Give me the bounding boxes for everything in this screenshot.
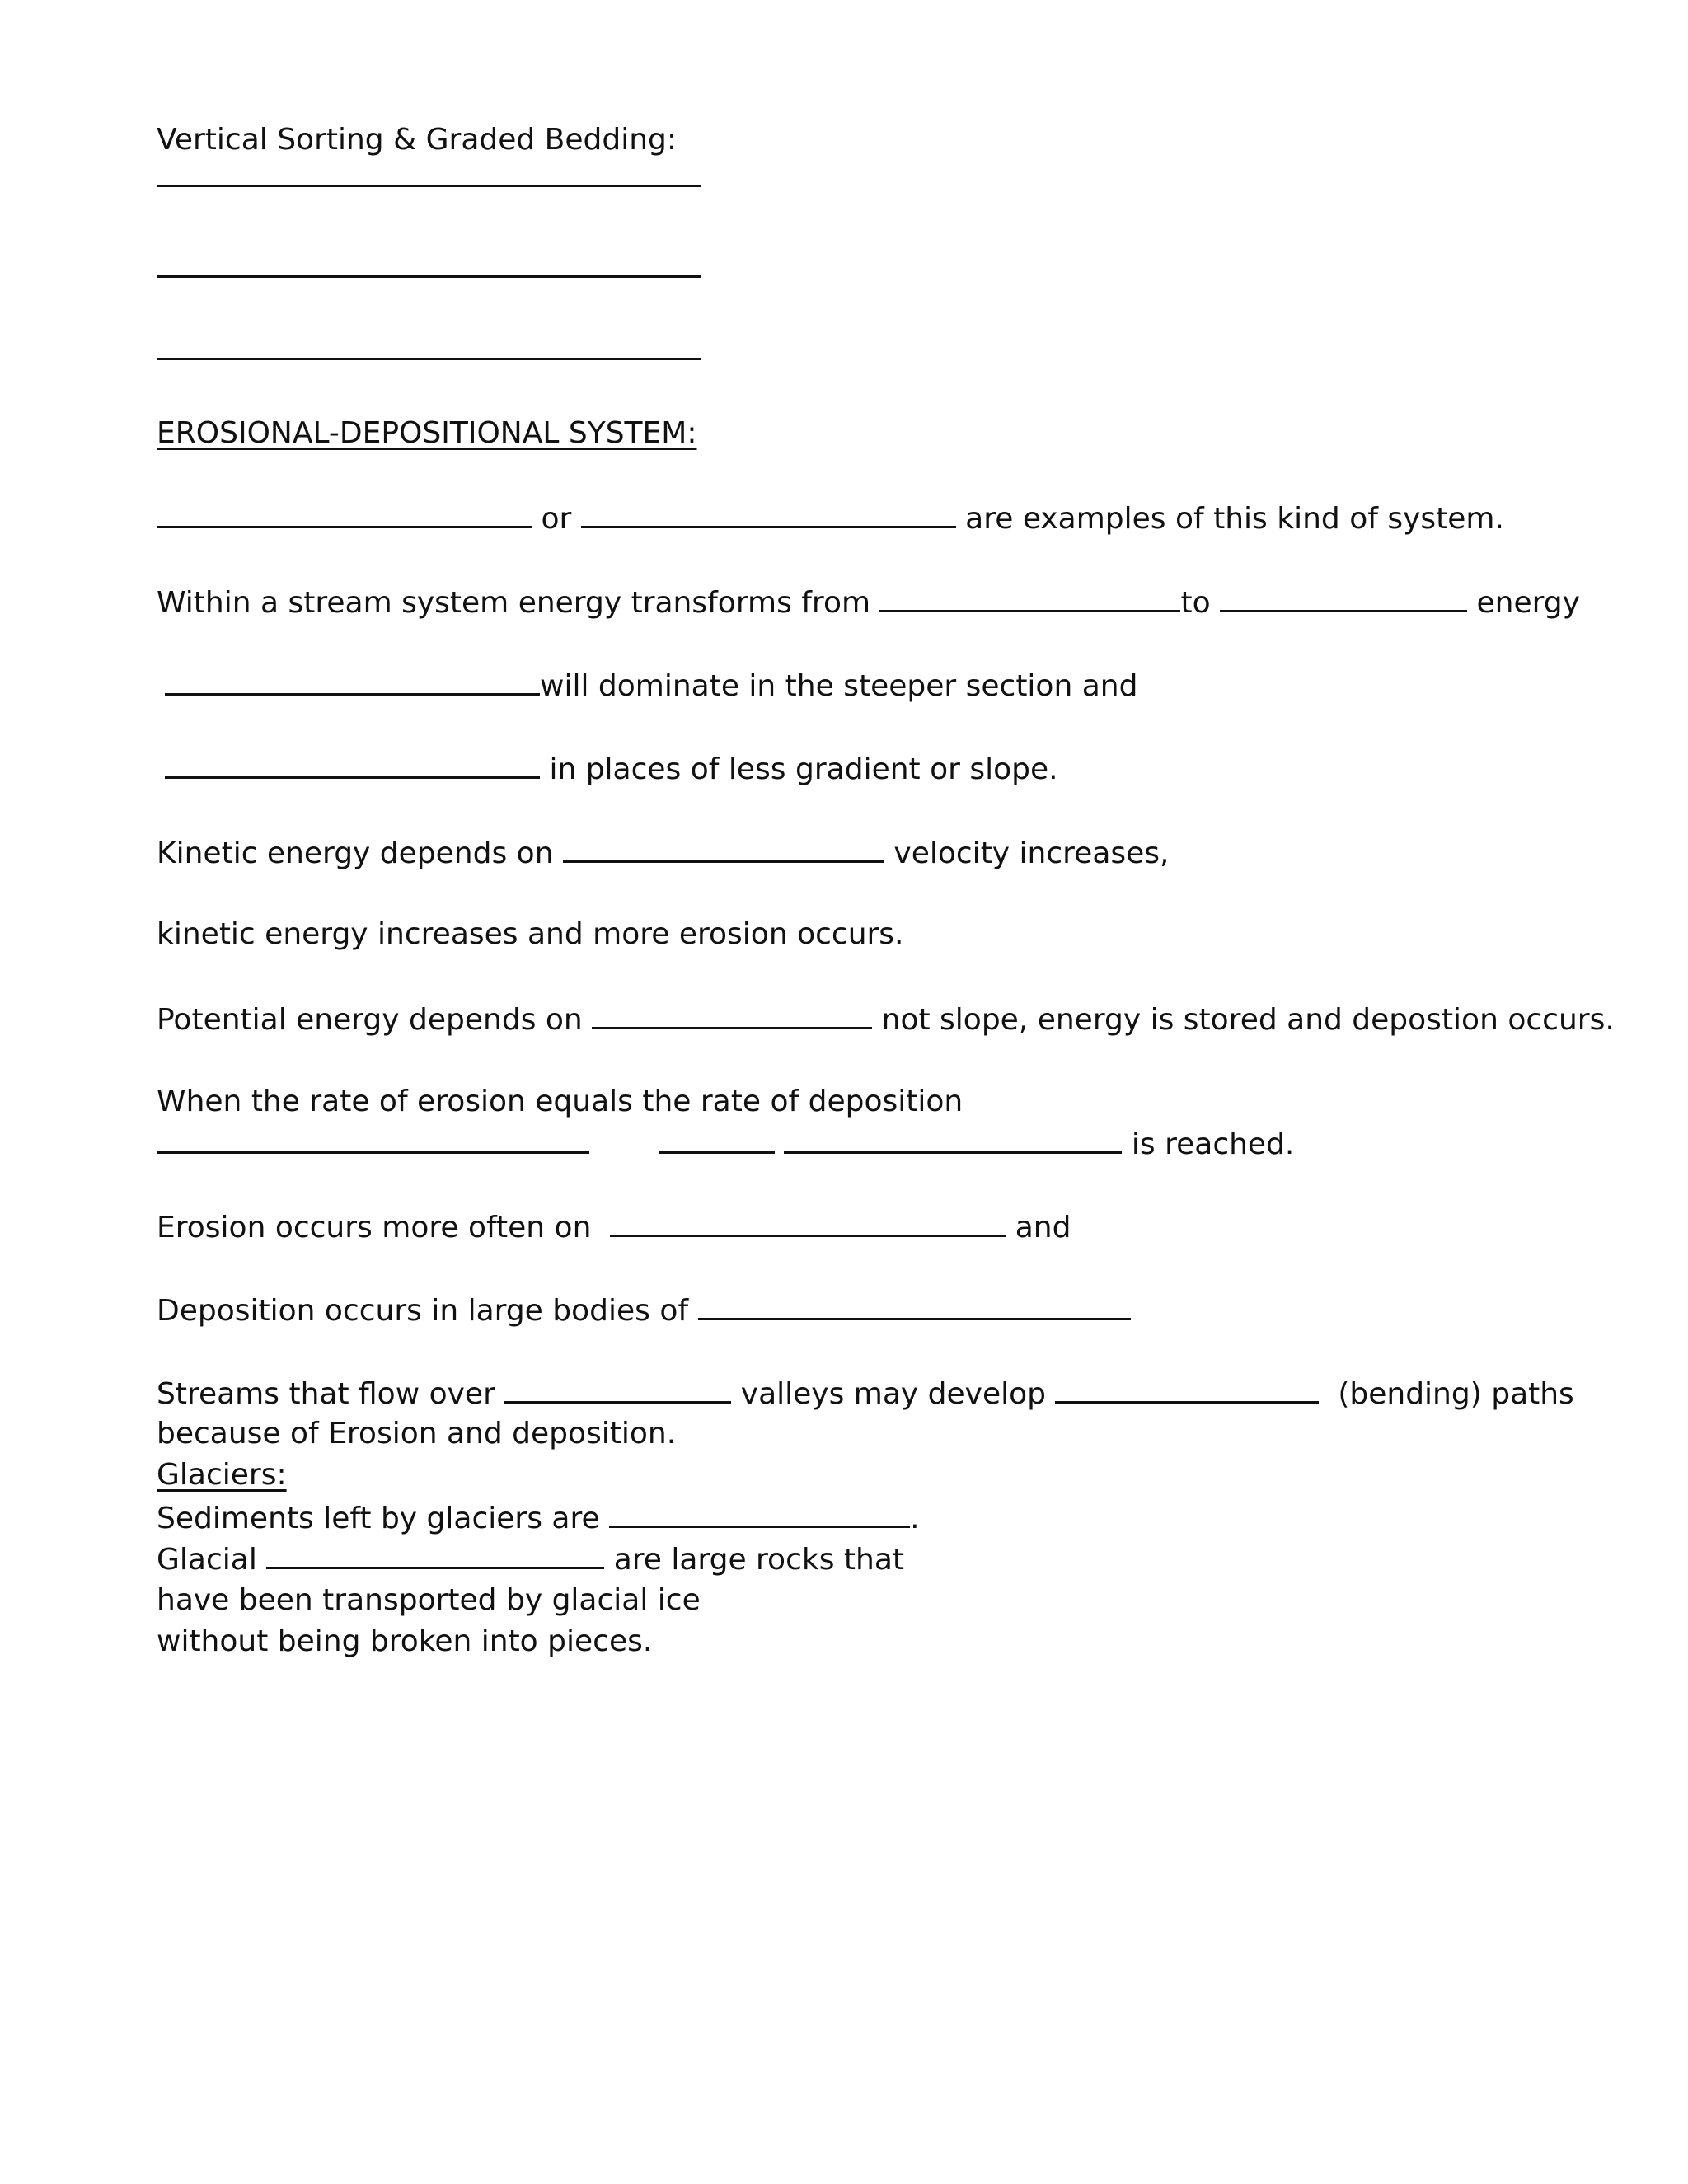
answer-line-1[interactable] [157,157,701,198]
answer-line-3[interactable] [157,330,701,371]
glacial-line: Glacial are large rocks that [157,1539,904,1580]
erosion-occurs-line: Erosion occurs more often on and [157,1207,1071,1248]
sediments-line: Sediments left by glaciers are . [157,1497,920,1539]
blank-field[interactable] [1220,582,1467,612]
blank-field[interactable] [784,1123,1122,1154]
blank-field[interactable] [698,1290,1131,1320]
blank-field[interactable] [266,1539,604,1569]
stream-energy-line: Within a stream system energy transforms from to energy [157,582,1580,623]
blank-field[interactable] [659,1123,775,1154]
kinetic-energy-line-2: kinetic energy increases and more erosion occurs. [157,917,904,951]
kinetic-energy-line: Kinetic energy depends on velocity increases, [157,832,1169,874]
blank-field[interactable] [581,498,956,528]
streams-line: Streams that flow over valleys may develop (bending) paths [157,1373,1574,1414]
answer-line-2[interactable] [157,247,701,288]
rate-line: When the rate of erosion equals the rate of deposition [157,1085,964,1118]
streams-line-2: because of Erosion and deposition. [157,1417,677,1451]
glaciers-heading: Glaciers: [157,1458,287,1492]
equilibrium-line: is reached. [157,1123,1294,1165]
potential-energy-line: Potential energy depends on not slope, energy is stored and depostion occurs. [157,999,1615,1040]
glacial-line-2: have been transported by glacial ice [157,1583,701,1617]
steeper-section-line: will dominate in the steeper section and [165,665,1137,706]
blank-field[interactable] [165,665,540,696]
blank-field[interactable] [563,832,884,863]
vertical-sorting-heading: Vertical Sorting & Graded Bedding: [157,123,678,157]
blank-field[interactable] [165,748,540,779]
blank-field[interactable] [609,1497,910,1528]
blank-field[interactable] [879,582,1180,612]
blank-field[interactable] [610,1207,1006,1237]
less-gradient-line: in places of less gradient or slope. [165,748,1058,790]
blank-field[interactable] [157,1123,589,1154]
examples-line: or are examples of this kind of system. [157,498,1504,539]
glacial-line-3: without being broken into pieces. [157,1624,653,1658]
blank-field[interactable] [1055,1373,1319,1404]
blank-field[interactable] [592,999,872,1029]
blank-field[interactable] [504,1373,731,1404]
blank-field[interactable] [157,498,532,528]
erosional-depositional-heading: EROSIONAL-DEPOSITIONAL SYSTEM: [157,416,697,450]
deposition-occurs-line: Deposition occurs in large bodies of [157,1290,1131,1331]
